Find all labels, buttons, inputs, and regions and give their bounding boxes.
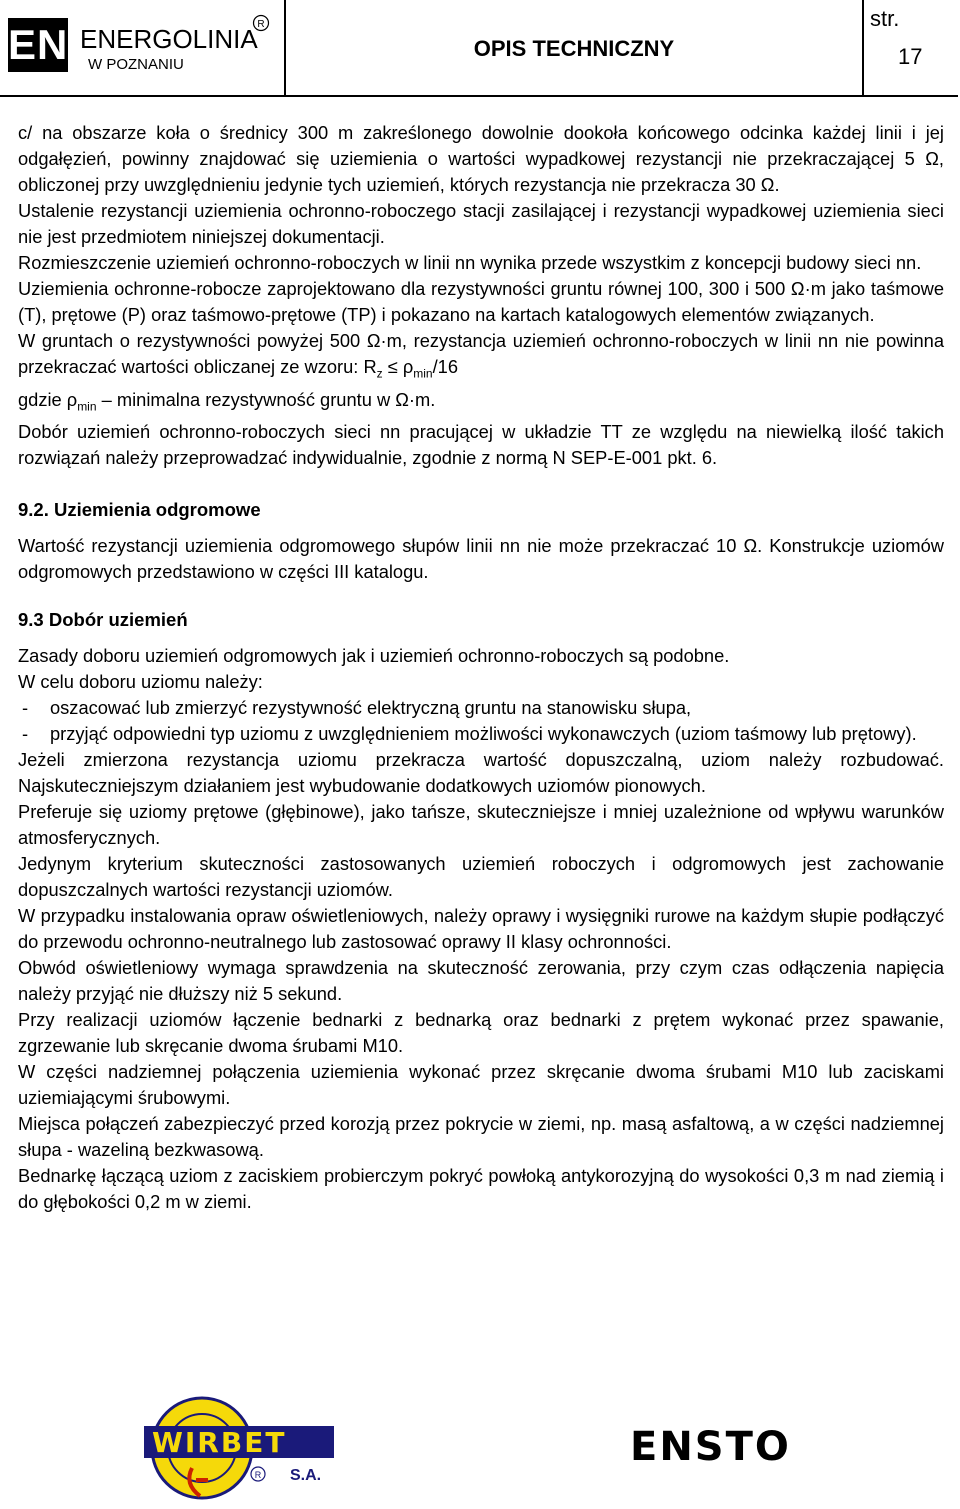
paragraph: Ustalenie rezystancji uziemienia ochronno-roboczego stacji zasilającej i rezystancji wypadkowej uziemienia sieci nie jest przedmiotem niniejszej dokumentacji. (18, 200, 944, 247)
company-city: W POZNANIU (88, 56, 184, 73)
paragraph: Uziemienia ochronne-robocze zaprojektowano dla rezystywności gruntu równej 100, 300 i 500 Ω·m jako taśmowe (T), prętowe (P) oraz taśmowo-prętowe (TP) i pokazano na kartach katalogowych elementów związanych. (18, 278, 944, 325)
wirbet-logo (140, 1388, 340, 1504)
page-header (0, 0, 960, 97)
page-label: str. (870, 6, 900, 31)
list-item-text: oszacować lub zmierzyć rezystywność elektryczną gruntu na stanowisku słupa, (50, 697, 692, 719)
section-heading: 9.2. Uziemienia odgromowe (18, 499, 261, 521)
formula-paragraph (18, 328, 944, 387)
registered-mark-letter: R (257, 19, 265, 30)
paragraph: Obwód oświetleniowy wymaga sprawdzenia na skuteczność zerowania, przy czym czas odłączenia napięcia należy przyjąć nie dłuższy niż 5 sekund. (18, 957, 944, 1005)
list-item-text: przyjąć odpowiedni typ uziomu z uwzględnieniem możliwości wykonawczych (uziom taśmowy lub prętowy). (50, 723, 917, 745)
paragraph: W przypadku instalowania opraw oświetleniowych, należy oprawy i wysięgniki rurowe na każdym słupie podłączyć do przewodu ochronno-neutralnego lub zastosować oprawy II klasy ochronności. (18, 905, 944, 953)
page-number: 17 (898, 44, 923, 69)
wirbet-registered-letter: R (254, 1470, 262, 1480)
ensto-logo (630, 1420, 810, 1470)
document-title: OPIS TECHNICZNY (473, 36, 675, 61)
list-dash: - (22, 697, 29, 719)
paragraph: W części nadziemnej połączenia uziemienia wykonać przez skręcanie dwoma śrubami M10 lub zaciskami uziemiającymi śrubowymi. (18, 1061, 944, 1109)
formula-text: W gruntach o rezystywności powyżej 500 Ω·m, rezystancja uziemień ochronno-roboczych w linii nn nie powinna przekraczać wartości obliczanej ze wzoru: R (18, 330, 944, 377)
paragraph: W celu doboru uziomu należy: (18, 671, 263, 693)
paragraph: Jedynym kryterium skuteczności zastosowanych uziemień roboczych i odgromowych jest zachowanie dopuszczalnych wartości rezystancji uziomów. (18, 853, 944, 901)
paragraph: Miejsca połączeń zabezpieczyć przed korozją przez pokrycie w ziemi, np. masą asfaltową, a w części nadziemnej słupa - wazeliną bezkwasową. (18, 1113, 944, 1161)
paragraph: Bednarkę łączącą uziom z zaciskiem probierczym pokryć powłoką antykorozyjną do wysokości 0,3 m nad ziemią i do głębokości 0,2 m w ziemi. (18, 1165, 944, 1213)
formula-text: /16 (432, 356, 459, 377)
paragraph: c/ na obszarze koła o średnicy 300 m zakreślonego dowolnie dookoła końcowego odcinka każdej linii i jej odgałęzień, powinny znajdować się uziemienia o wartości wypadkowej rezystancji nie przekraczającej 5 Ω, obliczonej przy uwzględnieniu jedynie tych uziemień, których rezystancja nie przekracza 30 Ω. (18, 122, 944, 195)
wirbet-suffix: S.A. (290, 1467, 322, 1484)
company-name: ENERGOLINIA (80, 24, 258, 54)
paragraph: Przy realizacji uziomów łączenie bednarki z bednarką oraz bednarki z prętem wykonać przez spawanie, zgrzewanie lub skręcanie dwoma śrubami M10. (18, 1009, 944, 1057)
definition-text: – minimalna rezystywność gruntu w Ω·m. (96, 388, 436, 410)
definition-text: gdzie ρ (18, 388, 78, 410)
list-item (18, 721, 944, 747)
formula-text: ≤ ρ (382, 356, 414, 377)
definition-paragraph (18, 387, 944, 420)
definition-subscript: min (77, 399, 97, 414)
list-dash: - (22, 723, 29, 745)
paragraph: Preferuje się uziomy prętowe (głębinowe), jako tańsze, skuteczniejsze i mniej uzależnione od wpływu warunków atmosferycznych. (18, 801, 944, 849)
paragraph: Dobór uziemień ochronno-roboczych sieci nn pracującej w układzie TT ze względu na niewielką ilość takich rozwiązań należy przeprowadzać indywidualnie, zgodnie z normą N SEP-E-001 pkt. 6. (18, 421, 944, 469)
paragraph: Zasady doboru uziemień odgromowych jak i uziemień ochronno-roboczych są podobne. (18, 645, 730, 667)
formula-subscript: z (376, 366, 383, 381)
section-heading: 9.3 Dobór uziemień (18, 609, 188, 631)
company-logo: EN (8, 18, 68, 72)
list-item (18, 695, 944, 721)
wirbet-name: WIRBET (152, 1426, 287, 1459)
document-body (18, 120, 944, 1215)
paragraph: Jeżeli zmierzona rezystancja uziomu przekracza wartość dopuszczalną, uziom należy rozbudować. Najskuteczniejszym działaniem jest wybudowanie dodatkowych uziomów pionowych. (18, 749, 944, 797)
ensto-name: ENSTO (630, 1424, 791, 1470)
paragraph: Rozmieszczenie uziemień ochronno-roboczych w linii nn wynika przede wszystkim z koncepcji budowy sieci nn. (18, 252, 922, 273)
registered-mark (252, 14, 270, 36)
header-divider (862, 0, 864, 95)
paragraph: Wartość rezystancji uziemienia odgromowego słupów linii nn nie może przekraczać 10 Ω. Konstrukcje uziomów odgromowych przedstawiono w części III katalogu. (18, 535, 944, 583)
formula-subscript: min (413, 366, 433, 381)
